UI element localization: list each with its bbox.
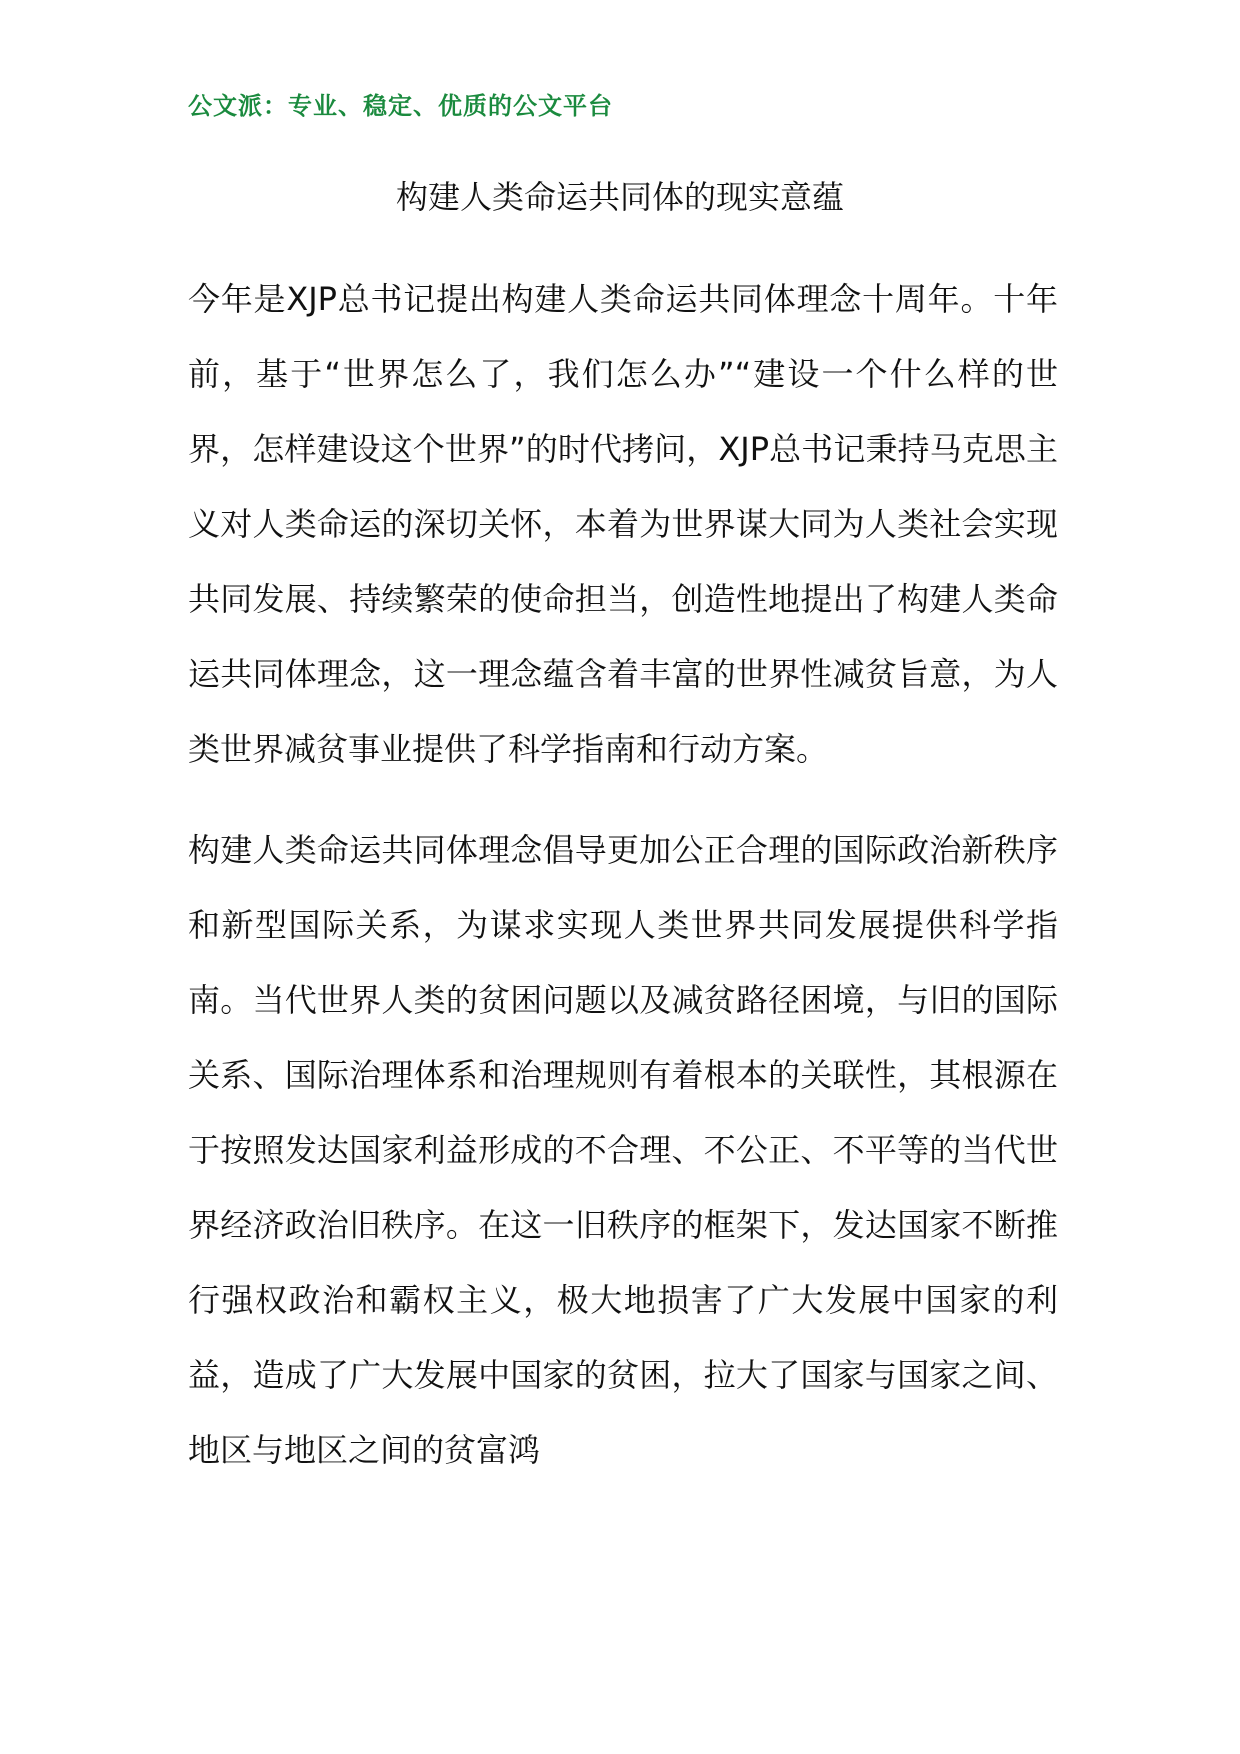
body-paragraph: 今年是XJP总书记提出构建人类命运共同体理念十周年。十年前，基于“世界怎么了，我们怎么办”“建设一个什么样的世界，怎样建设这个世界”的时代拷问，XJP总书记秉持马克思主义对人类命运的深切关怀，本着为世界谋大同为人类社会实现共同发展、持续繁荣的使命担当，创造性地提出了构建人类命运共同体理念，这一理念蕴含着丰富的世界性减贫旨意，为人类世界减贫事业提供了科学指南和行动方案。 [188, 280, 1058, 768]
document-body [188, 262, 1058, 1514]
document-title: 构建人类命运共同体的现实意蕴 [395, 178, 844, 216]
body-paragraph: 构建人类命运共同体理念倡导更加公正合理的国际政治新秩序和新型国际关系，为谋求实现人类世界共同发展提供科学指南。当代世界人类的贫困问题以及减贫路径困境，与旧的国际关系、国际治理体系和治理规则有着根本的关联性，其根源在于按照发达国家利益形成的不合理、不公正、不平等的当代世界经济政治旧秩序。在这一旧秩序的框架下，发达国家不断推行强权政治和霸权主义，极大地损害了广大发展中国家的利益，造成了广大发展中国家的贫困，拉大了国家与国家之间、地区与地区之间的贫富鸿 [188, 831, 1058, 1469]
header-banner: 公文派：专业、稳定、优质的公文平台 [188, 91, 613, 120]
